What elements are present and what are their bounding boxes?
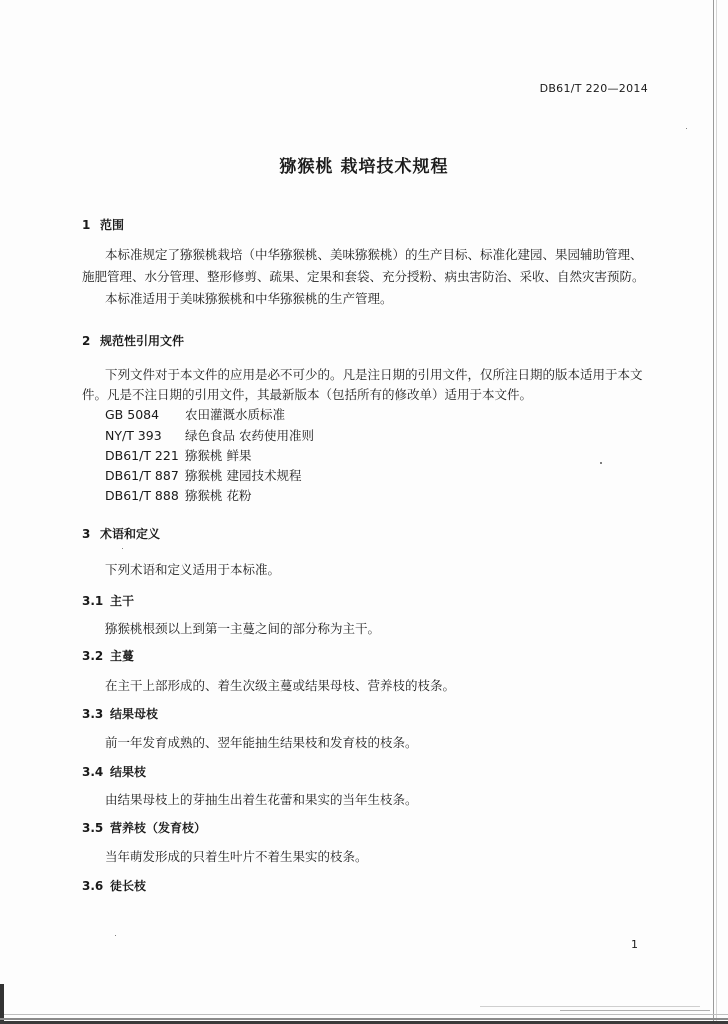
page-number: 1	[631, 938, 638, 951]
term-definition: 当年萌发形成的只着生叶片不着生果实的枝条。	[105, 849, 368, 864]
reference-item	[105, 487, 251, 505]
section-title: 范围	[100, 218, 125, 232]
section-1-para1-cont: 施肥管理、水分管理、整形修剪、疏果、定果和套袋、充分授粉、病虫害防治、采收、自然灾害预防。	[82, 269, 645, 284]
term-heading	[82, 877, 146, 895]
scan-speck	[600, 462, 602, 464]
term-definition: 由结果母枝上的芽抽生出着生花蕾和果实的当年生枝条。	[105, 792, 418, 807]
section-1-para2: 本标准适用于美味猕猴桃和中华猕猴桃的生产管理。	[105, 291, 393, 306]
reference-name: 猕猴桃 花粉	[185, 488, 252, 503]
term-heading	[82, 819, 206, 837]
section-1-para1: 本标准规定了猕猴桃栽培（中华猕猴桃、美味猕猴桃）的生产目标、标准化建园、果园辅助管理、	[105, 247, 643, 262]
term-number: 3.4	[82, 765, 104, 779]
term-heading	[82, 592, 134, 610]
reference-name: 猕猴桃 鲜果	[185, 448, 252, 463]
reference-item	[105, 447, 251, 465]
reference-code: DB61/T 887	[105, 468, 179, 483]
section-number: 3	[82, 527, 91, 541]
scan-speck	[686, 128, 687, 129]
section-3-heading	[82, 525, 160, 543]
reference-name: 农田灌溉水质标准	[185, 407, 286, 422]
term-heading	[82, 647, 134, 665]
section-2-heading	[82, 332, 184, 350]
section-3-intro: 下列术语和定义适用于本标准。	[105, 562, 281, 577]
term-number: 3.2	[82, 649, 104, 663]
section-1-heading	[82, 216, 124, 234]
reference-item	[105, 467, 301, 485]
scan-speck	[115, 935, 116, 936]
reference-name: 绿色食品 农药使用准则	[185, 428, 314, 443]
term-heading	[82, 763, 146, 781]
reference-code: GB 5084	[105, 407, 160, 422]
term-definition: 猕猴桃根颈以上到第一主蔓之间的部分称为主干。	[105, 621, 381, 636]
reference-item	[105, 406, 285, 424]
term-number: 3.6	[82, 879, 104, 893]
term-definition: 在主干上部形成的、着生次级主蔓或结果母枝、营养枝的枝条。	[105, 678, 456, 693]
term-number: 3.3	[82, 707, 104, 721]
scan-bottom-edge	[0, 984, 728, 1024]
section-2-para1: 下列文件对于本文件的应用是必不可少的。凡是注日期的引用文件，仅所注日期的版本适用于本文	[105, 367, 643, 382]
term-title: 结果枝	[110, 765, 147, 779]
reference-name: 猕猴桃 建园技术规程	[185, 468, 302, 483]
term-heading	[82, 705, 158, 723]
term-number: 3.1	[82, 594, 104, 608]
reference-item	[105, 427, 314, 445]
reference-code: DB61/T 888	[105, 488, 179, 503]
document-title: 猕猴桃 栽培技术规程	[279, 157, 449, 177]
term-title: 结果母枝	[110, 707, 159, 721]
section-title: 术语和定义	[100, 527, 161, 541]
term-title: 主蔓	[110, 649, 135, 663]
term-title: 徒长枝	[110, 879, 147, 893]
term-title: 主干	[110, 594, 135, 608]
section-title: 规范性引用文件	[100, 334, 185, 348]
reference-code: DB61/T 221	[105, 448, 179, 463]
section-number: 1	[82, 218, 91, 232]
scan-speck	[122, 548, 123, 549]
term-definition: 前一年发育成熟的、翌年能抽生结果枝和发育枝的枝条。	[105, 735, 418, 750]
section-2-para1-cont: 件。凡是不注日期的引用文件，其最新版本（包括所有的修改单）适用于本文件。	[82, 387, 533, 402]
document-number: DB61/T 220—2014	[539, 82, 648, 95]
section-number: 2	[82, 334, 91, 348]
reference-code: NY/T 393	[105, 428, 162, 443]
term-title: 营养枝（发育枝）	[110, 821, 207, 835]
term-number: 3.5	[82, 821, 104, 835]
